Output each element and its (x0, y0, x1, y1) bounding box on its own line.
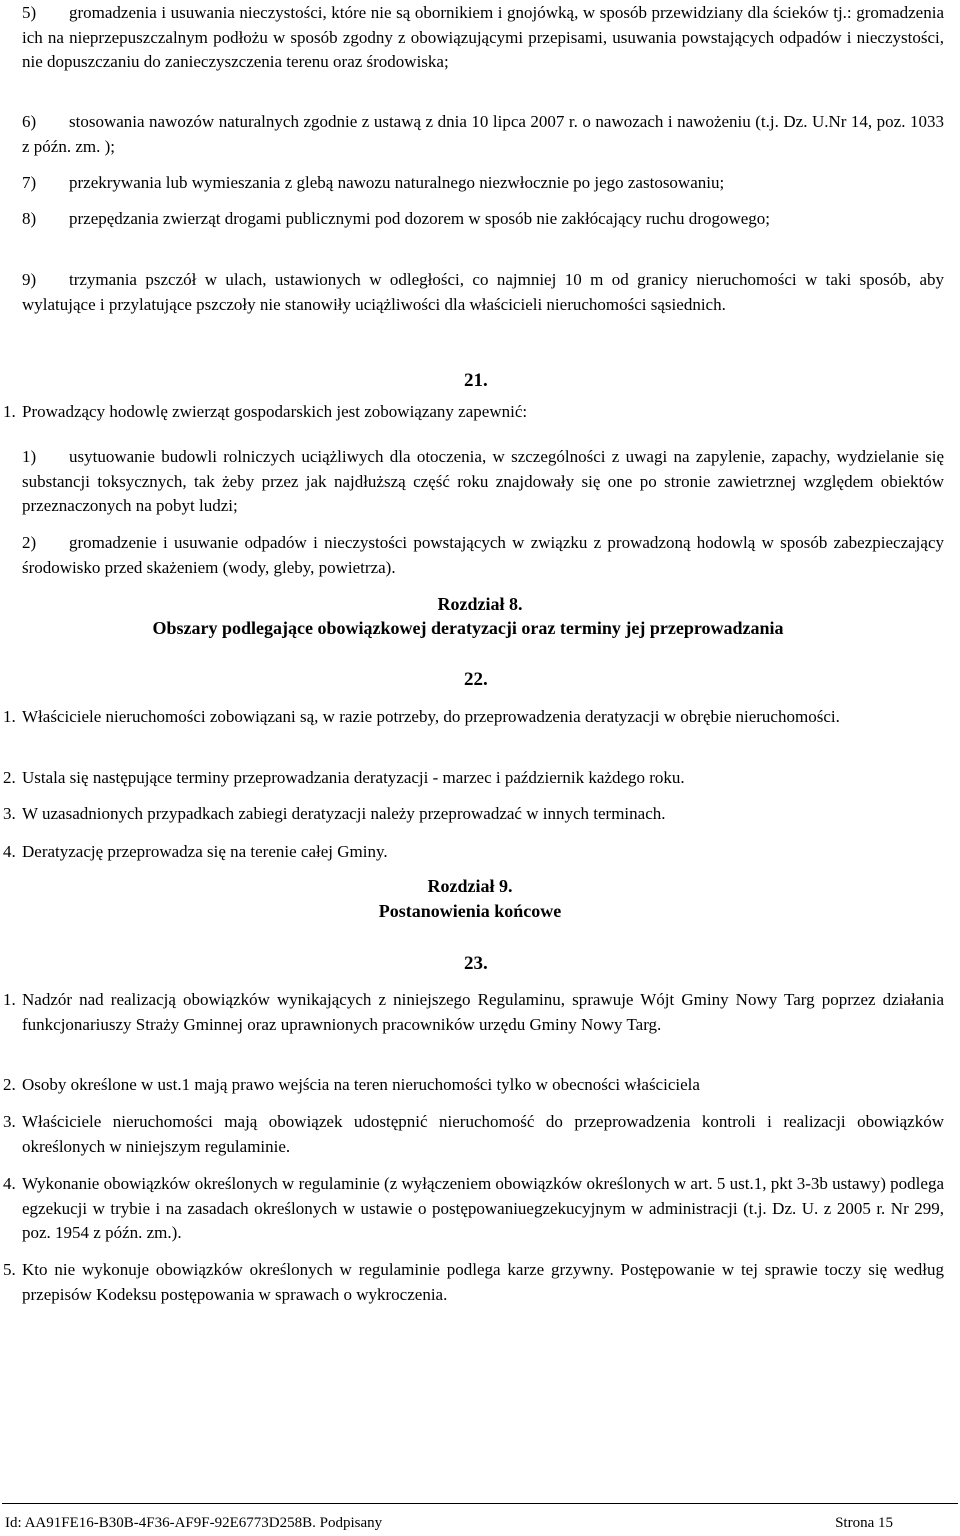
paragraph (0, 1110, 944, 1159)
paragraph (0, 1073, 944, 1098)
page-number: Strona 15 (835, 1515, 893, 1531)
item-number: 5) (22, 3, 37, 22)
section-number: 23. (464, 953, 488, 974)
chapter-title: Obszary podlegające obowiązkowej deratyzacji oraz terminy jej przeprowadzania (152, 618, 784, 638)
paragraph-text: Deratyzację przeprowadza się na terenie całej Gminy. (22, 842, 388, 861)
paragraph-number: 1. (3, 402, 16, 421)
item-text: usytuowanie budowli rolniczych uciążliwych dla otoczenia, w szczególności z uwagi na zapylenie, zapachy, wydzielanie się substancji toksycznych, tak żeby przez jak najdłuższą część roku znajdowały się one po stronie zawietrznej względem obiektów przeznaczonych na pobyt ludzi; (22, 447, 944, 515)
paragraph (0, 1172, 944, 1246)
document-id: Id: AA91FE16-B30B-4F36-AF9F-92E6773D258B. Podpisany (5, 1515, 383, 1531)
paragraph-text: Nadzór nad realizacją obowiązków wynikających z niniejszego Regulaminu, sprawuje Wójt Gminy Nowy Targ poprzez działania funkcjonariuszy Straży Gminnej oraz uprawnionych pracowników urzędu Gminy Nowy Targ. (22, 990, 944, 1034)
section-number: 21. (464, 370, 488, 391)
footer-divider (2, 1503, 958, 1504)
item-text: gromadzenie i usuwanie odpadów i nieczystości powstających w związku z prowadzoną hodowlą w sposób zabezpieczający środowisko przed skażeniem (wody, gleby, powietrza). (22, 533, 944, 577)
section-number: 22. (464, 669, 488, 690)
paragraph (0, 1258, 944, 1307)
chapter-title: Postanowienia końcowe (378, 901, 562, 921)
item-text: przekrywania lub wymieszania z glebą nawozu naturalnego niezwłocznie po jego zastosowaniu; (69, 173, 725, 192)
item-number: 6) (22, 112, 37, 131)
item-text: przepędzania zwierząt drogami publicznymi pod dozorem w sposób nie zakłócający ruchu drogowego; (69, 209, 770, 228)
paragraph-number: 4. (3, 842, 16, 861)
paragraph-text: Prowadzący hodowlę zwierząt gospodarskich jest zobowiązany zapewnić: (22, 402, 528, 421)
item-text: stosowania nawozów naturalnych zgodnie z ustawą z dnia 10 lipca 2007 r. o nawozach i nawożeniu (t.j. Dz. U.Nr 14, poz. 1033 z późn. zm. ); (22, 112, 944, 156)
paragraph (0, 705, 944, 730)
item-number: 1) (22, 447, 37, 466)
paragraph-number: 2. (3, 768, 16, 787)
paragraph-number: 3. (3, 1112, 16, 1131)
item-text: trzymania pszczół w ulach, ustawionych w odległości, co najmniej 10 m od granicy nieruchomości w taki sposób, aby wylatujące i przylatujące pszczoły nie stanowiły uciążliwości dla właścicieli nieruchomości sąsiednich. (22, 270, 944, 314)
paragraph-number: 1. (3, 707, 16, 726)
list-item (22, 1, 944, 75)
item-number: 2) (22, 533, 37, 552)
paragraph-number: 1. (3, 990, 16, 1009)
list-item (22, 207, 944, 232)
paragraph-text: Osoby określone w ust.1 mają prawo wejścia na teren nieruchomości tylko w obecności właściciela (22, 1075, 700, 1094)
item-number: 7) (22, 173, 37, 192)
paragraph-text: Wykonanie obowiązków określonych w regulaminie (z wyłączeniem obowiązków określonych w art. 5 ust.1, pkt 3-3b ustawy) podlega egzekucji w trybie i na zasadach określonych w ustawie o postępowaniuegzekucyjnym w administracji (t.j. Dz. U. z 2005 r. Nr 299, poz. 1954 z późn. zm.). (22, 1174, 944, 1242)
paragraph (0, 766, 944, 791)
list-item (22, 531, 944, 580)
list-item (22, 445, 944, 519)
paragraph-text: W uzasadnionych przypadkach zabiegi deratyzacji należy przeprowadzać w innych terminach. (22, 804, 666, 823)
item-number: 8) (22, 209, 37, 228)
paragraph (0, 840, 944, 865)
list-item (22, 268, 944, 317)
list-item (22, 171, 944, 196)
paragraph-number: 3. (3, 804, 16, 823)
paragraph-text: Ustala się następujące terminy przeprowadzania deratyzacji - marzec i październik każdego roku. (22, 768, 685, 787)
paragraph-text: Kto nie wykonuje obowiązków określonych w regulaminie podlega karze grzywny. Postępowanie w tej sprawie toczy się według przepisów Kodeksu postępowania w sprawach o wykroczenia. (22, 1260, 944, 1304)
chapter-label: Rozdział 8. (437, 594, 523, 614)
paragraph-number: 5. (3, 1260, 16, 1279)
paragraph (0, 988, 944, 1037)
item-text: gromadzenia i usuwania nieczystości, które nie są obornikiem i gnojówką, w sposób przewidziany dla ścieków tj.: gromadzenia ich na nieprzepuszczalnym podłożu w sposób zgodny z obowiązującymi przepisami, usuwania powstających odpadów i nieczystości, nie dopuszczaniu do zanieczyszczenia terenu oraz środowiska; (22, 3, 944, 71)
chapter-label: Rozdział 9. (427, 876, 513, 896)
paragraph (0, 400, 944, 425)
paragraph-text: Właściciele nieruchomości mają obowiązek udostępnić nieruchomość do przeprowadzenia kontroli i realizacji obowiązków określonych w niniejszym regulaminie. (22, 1112, 944, 1156)
item-number: 9) (22, 270, 37, 289)
paragraph-number: 2. (3, 1075, 16, 1094)
paragraph-number: 4. (3, 1174, 16, 1193)
list-item (22, 110, 944, 159)
paragraph-text: Właściciele nieruchomości zobowiązani są, w razie potrzeby, do przeprowadzenia deratyzacji w obrębie nieruchomości. (22, 707, 840, 726)
paragraph (0, 802, 944, 827)
